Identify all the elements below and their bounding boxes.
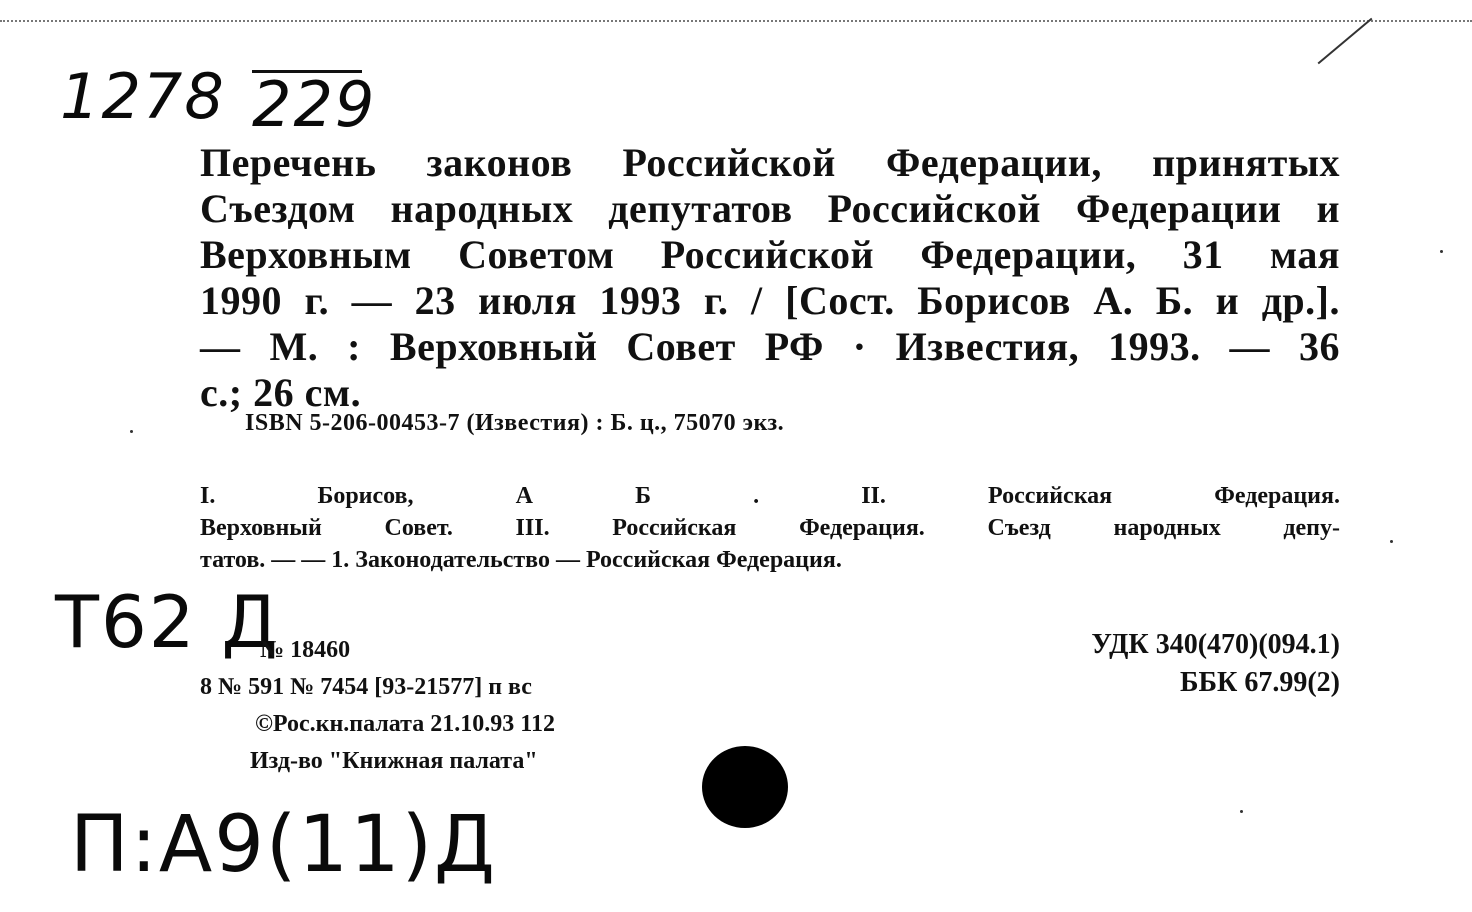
card-number: № 18460 — [260, 637, 351, 663]
handwritten-shelf-code: Т62 Д — [55, 580, 280, 664]
tracing-line: татов. — — 1. Законодательство — Российская Федерация. — [200, 547, 842, 573]
card-imprint — [200, 632, 555, 780]
title-line: Перечень законов Российской Федерации, принятых — [200, 140, 1340, 185]
title-line: Верховным Советом Российской Федерации, 31 мая — [200, 232, 1340, 277]
registration-numbers: 8 № 591 № 7454 [93-21577] п вс — [200, 674, 532, 700]
classification-codes — [1091, 626, 1340, 702]
bibliographic-description — [200, 140, 1340, 416]
copyright-line: ©Рос.кн.палата 21.10.93 112 — [255, 711, 555, 737]
top-border-line — [0, 20, 1472, 24]
handwritten-number: 1278 — [60, 60, 226, 133]
title-line: 1990 г. — 23 июля 1993 г. / [Сост. Борисов А. Б. и др.]. — [200, 278, 1340, 323]
handwritten-number-2: 229 — [252, 68, 377, 141]
dust-speck — [1240, 810, 1243, 813]
dust-speck — [130, 430, 133, 433]
corner-pencil-mark — [1318, 18, 1373, 65]
dust-speck — [1440, 250, 1443, 253]
isbn-line: ISBN 5-206-00453-7 (Известия) : Б. ц., 75070 экз. — [245, 410, 785, 436]
title-line: Съездом народных депутатов Российской Федерации и — [200, 186, 1340, 231]
bbk-code: ББК 67.99(2) — [1180, 667, 1340, 698]
subject-tracings — [200, 480, 1340, 576]
title-line: — М. : Верховный Совет РФ · Известия, 1993. — 36 — [200, 324, 1340, 369]
udk-code: УДК 340(470)(094.1) — [1091, 629, 1340, 660]
tracing-line: Верховный Совет. III. Российская Федерация. Съезд народных депу- — [200, 515, 1340, 541]
publisher-line: Изд-во "Книжная палата" — [250, 748, 538, 774]
dust-speck — [1390, 540, 1393, 543]
title-line: с.; 26 см. — [200, 370, 362, 415]
handwritten-bottom-code: П:А9(11)Д — [70, 800, 497, 890]
tracing-line: I. Борисов, А Б . II. Российская Федерация. — [200, 483, 1340, 509]
punch-hole — [702, 746, 788, 828]
